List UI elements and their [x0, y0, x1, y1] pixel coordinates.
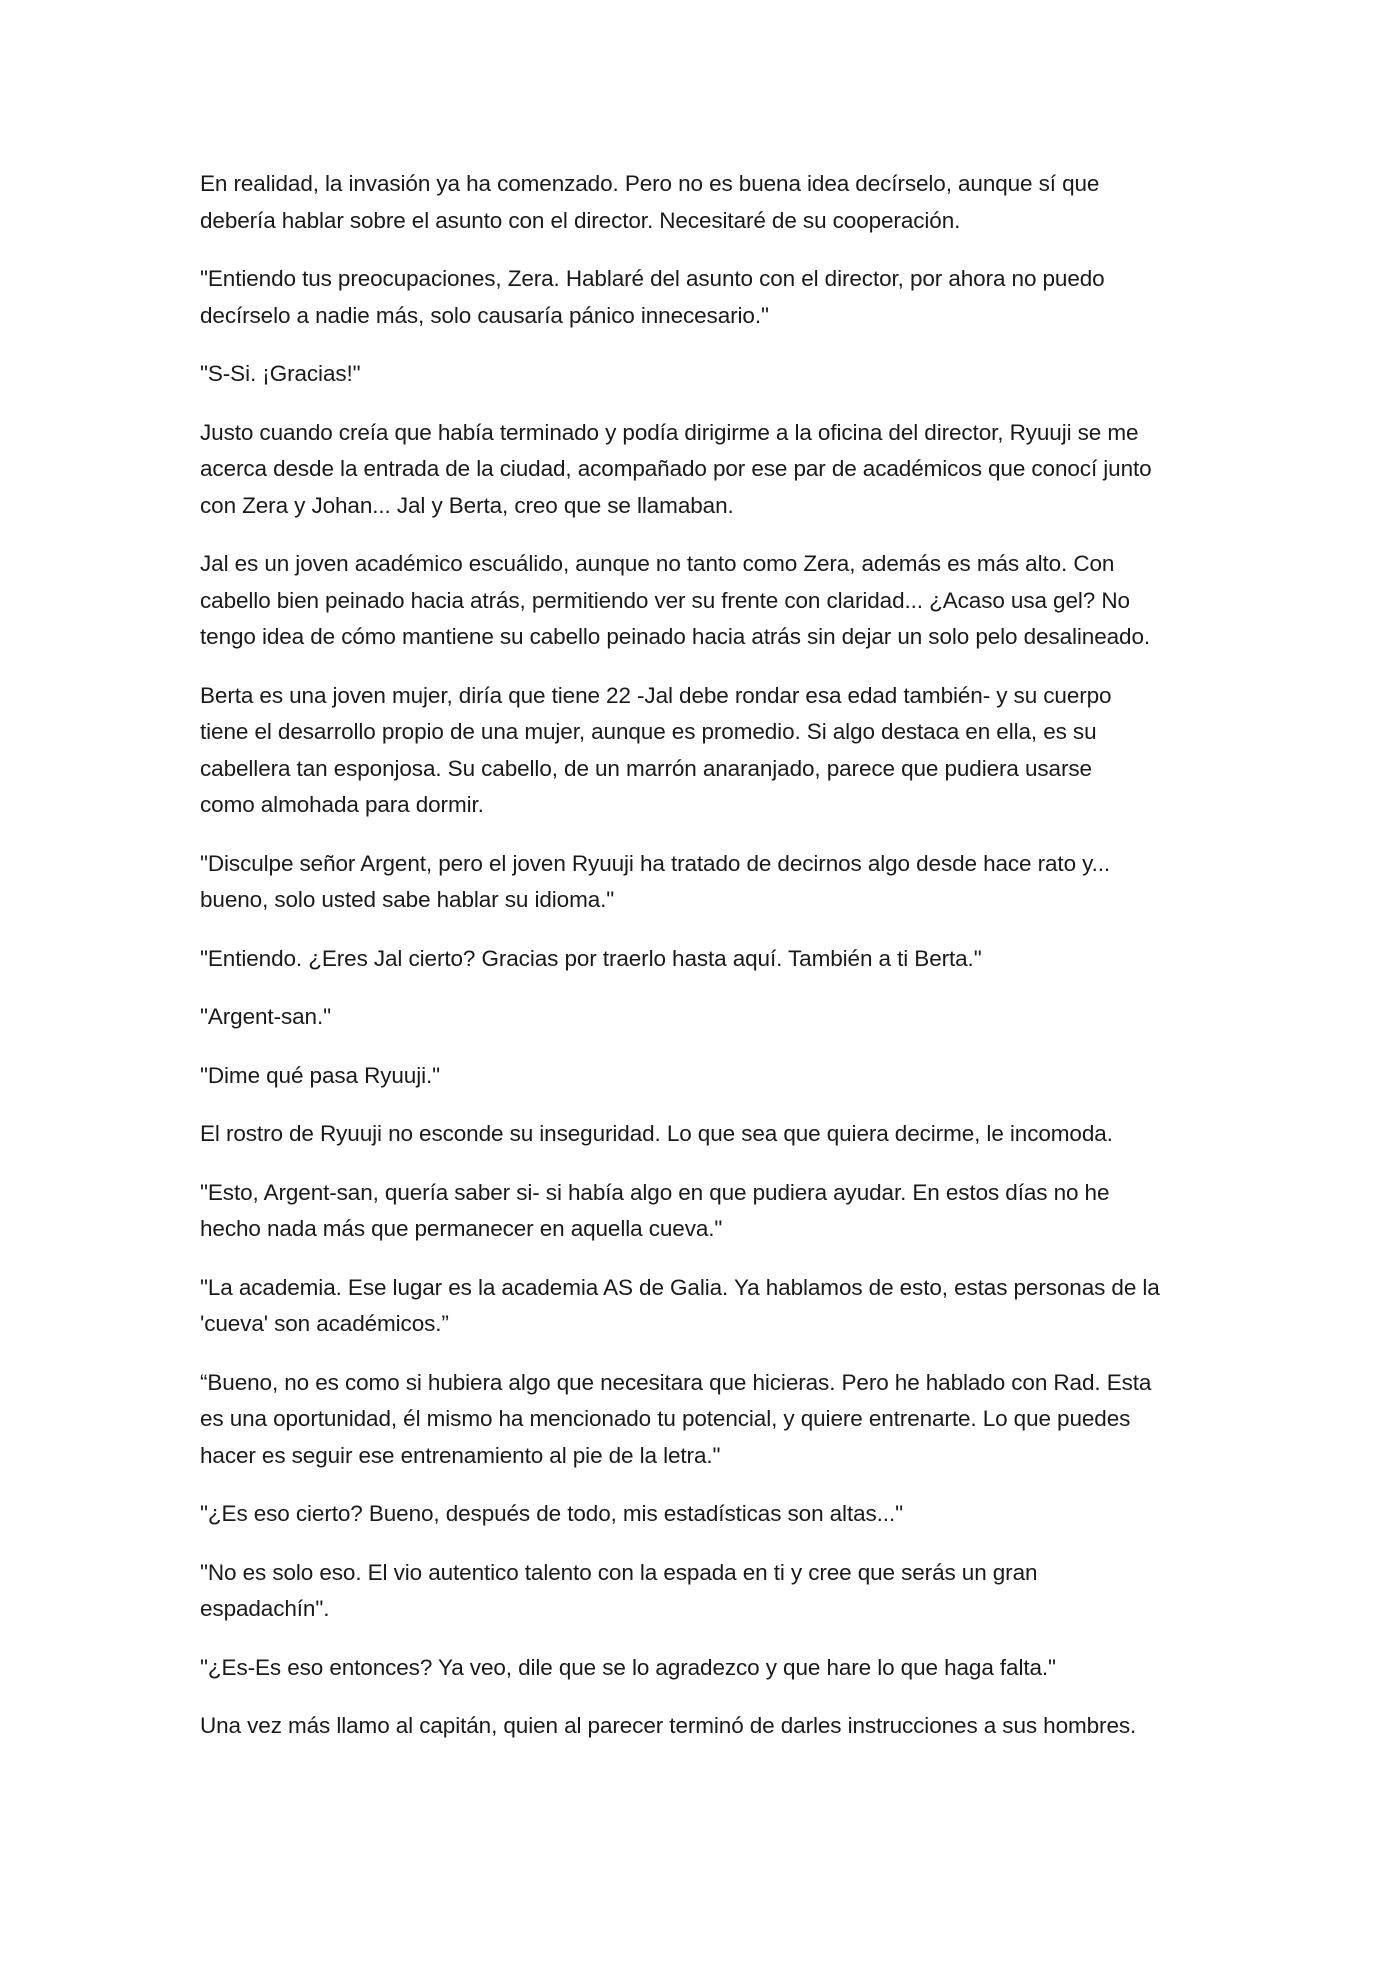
text-line: con Zera y Johan... Jal y Berta, creo que se llamaban. [200, 492, 734, 518]
text-line: hacer es seguir ese entrenamiento al pie de la letra." [200, 1442, 721, 1468]
paragraph [200, 1708, 1215, 1745]
paragraph [200, 1555, 1215, 1628]
text-line: "Entiendo tus preocupaciones, Zera. Hablaré del asunto con el director, por ahora no puedo [200, 266, 1105, 291]
text-line: debería hablar sobre el asunto con el director. Necesitaré de su cooperación. [200, 207, 961, 233]
text-line: Una vez más llamo al capitán, quien al parecer terminó de darles instrucciones a sus hombres. [200, 1713, 1137, 1738]
text-line: Justo cuando creía que había terminado y podía dirigirme a la oficina del director, Ryuuji se me [200, 419, 1139, 445]
paragraph [200, 999, 1215, 1036]
text-line: bueno, solo usted sabe hablar su idioma." [200, 887, 615, 912]
text-line: "Dime qué pasa Ryuuji." [200, 1062, 441, 1088]
text-line: hecho nada más que permanecer en aquella cueva." [200, 1216, 723, 1241]
text-line: "Argent-san." [200, 1004, 331, 1029]
text-line: Berta es una joven mujer, diría que tiene 22 -Jal debe rondar esa edad también- y su cuerpo [200, 682, 1112, 708]
text-line: "Disculpe señor Argent, pero el joven Ryuuji ha tratado de decirnos algo desde hace rato y... [200, 850, 1111, 876]
text-line: "S-Si. ¡Gracias!" [200, 361, 361, 386]
text-line: "No es solo eso. El vio autentico talento con la espada en ti y cree que serás un gran [200, 1559, 1038, 1585]
paragraph [200, 1270, 1215, 1343]
paragraph [200, 415, 1215, 525]
text-line: espadachín". [200, 1596, 330, 1621]
paragraph [200, 941, 1215, 978]
text-line: como almohada para dormir. [200, 792, 484, 817]
text-line: acerca desde la entrada de la ciudad, acompañado por ese par de académicos que conocí junto [200, 456, 1152, 481]
text-line: cabellera tan esponjosa. Su cabello, de un marrón anaranjado, parece que pudiera usarse [200, 755, 1092, 781]
text-line: "Esto, Argent-san, quería saber si- si había algo en que pudiera ayudar. En estos días no he [200, 1179, 1110, 1205]
text-line: 'cueva' son académicos.” [200, 1311, 449, 1336]
paragraph [200, 356, 1215, 393]
paragraph [200, 1650, 1215, 1687]
paragraph [200, 1365, 1215, 1475]
text-line: tiene el desarrollo propio de una mujer, aunque es promedio. Si algo destaca en ella, es su [200, 719, 1097, 744]
paragraph [200, 1058, 1215, 1095]
text-line: "Entiendo. ¿Eres Jal cierto? Gracias por traerlo hasta aquí. También a ti Berta." [200, 945, 982, 971]
paragraph [200, 678, 1215, 824]
paragraph [200, 1496, 1215, 1533]
text-line: “Bueno, no es como si hubiera algo que necesitara que hicieras. Pero he hablado con Rad. Esta [200, 1369, 1152, 1395]
text-line: "¿Es-Es eso entonces? Ya veo, dile que se lo agradezco y que hare lo que haga falta." [200, 1654, 1056, 1680]
text-line: tengo idea de cómo mantiene su cabello peinado hacia atrás sin dejar un solo pelo desalineado. [200, 624, 1151, 649]
paragraph [200, 261, 1215, 334]
text-line: "La academia. Ese lugar es la academia AS de Galia. Ya hablamos de esto, estas personas de la [200, 1274, 1160, 1300]
text-line: En realidad, la invasión ya ha comenzado. Pero no es buena idea decírselo, aunque sí que [200, 171, 1100, 196]
paragraph [200, 1175, 1215, 1248]
text-line: "¿Es eso cierto? Bueno, después de todo, mis estadísticas son altas..." [200, 1501, 904, 1526]
paragraph [200, 166, 1215, 239]
text-line: decírselo a nadie más, solo causaría pánico innecesario." [200, 302, 769, 328]
text-line: Jal es un joven académico escuálido, aunque no tanto como Zera, además es más alto. Con [200, 551, 1115, 576]
paragraph [200, 1116, 1215, 1153]
text-line: El rostro de Ryuuji no esconde su inseguridad. Lo que sea que quiera decirme, le incomoda. [200, 1121, 1113, 1146]
document-body [200, 166, 1215, 1745]
paragraph [200, 546, 1215, 656]
text-line: cabello bien peinado hacia atrás, permitiendo ver su frente con claridad... ¿Acaso usa gel? No [200, 587, 1130, 613]
text-line: es una oportunidad, él mismo ha mencionado tu potencial, y quiere entrenarte. Lo que puedes [200, 1406, 1131, 1431]
paragraph [200, 846, 1215, 919]
